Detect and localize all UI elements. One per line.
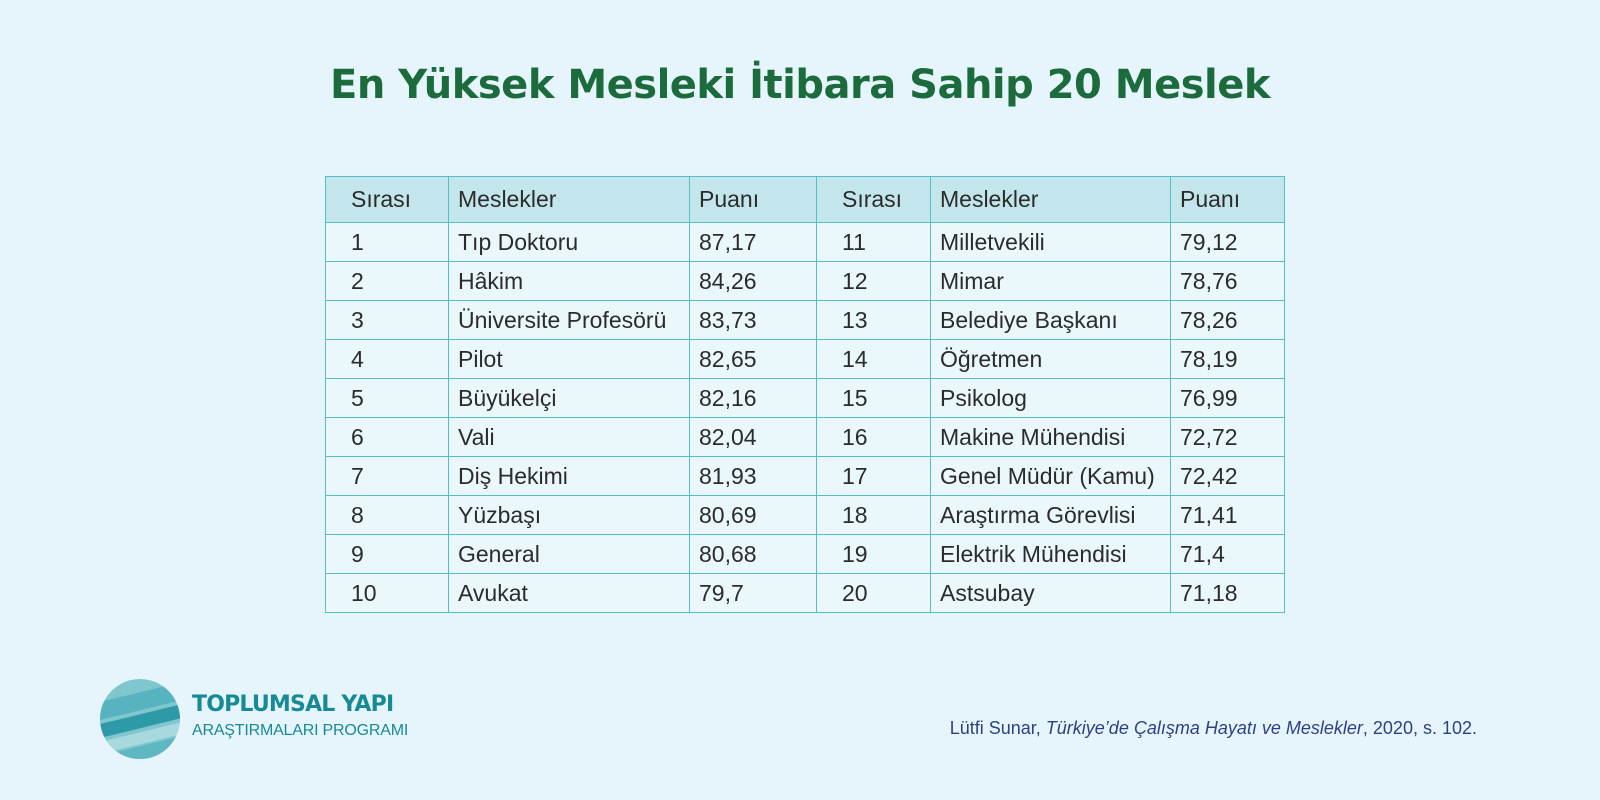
table-row bbox=[326, 496, 1285, 535]
rank-cell: 11 bbox=[817, 223, 931, 262]
score-cell: 87,17 bbox=[690, 223, 817, 262]
citation-author: Lütfi Sunar, bbox=[949, 718, 1046, 738]
rank-cell: 20 bbox=[817, 574, 931, 613]
header-score: Puanı bbox=[1171, 177, 1285, 223]
profession-cell: Yüzbaşı bbox=[449, 496, 690, 535]
profession-cell: Büyükelçi bbox=[449, 379, 690, 418]
score-cell: 82,16 bbox=[690, 379, 817, 418]
header-rank: Sırası bbox=[326, 177, 449, 223]
table-row bbox=[326, 418, 1285, 457]
profession-cell: Öğretmen bbox=[931, 340, 1171, 379]
score-cell: 83,73 bbox=[690, 301, 817, 340]
citation-work-title: Türkiye’de Çalışma Hayatı ve Meslekler bbox=[1045, 718, 1363, 738]
header-rank: Sırası bbox=[817, 177, 931, 223]
score-cell: 76,99 bbox=[1171, 379, 1285, 418]
table-row bbox=[326, 535, 1285, 574]
table-row bbox=[326, 574, 1285, 613]
table-row bbox=[326, 457, 1285, 496]
profession-cell: Tıp Doktoru bbox=[449, 223, 690, 262]
program-logo bbox=[92, 674, 409, 764]
profession-cell: General bbox=[449, 535, 690, 574]
rank-cell: 13 bbox=[817, 301, 931, 340]
rank-cell: 1 bbox=[326, 223, 449, 262]
profession-cell: Milletvekili bbox=[931, 223, 1171, 262]
score-cell: 84,26 bbox=[690, 262, 817, 301]
table-row bbox=[326, 379, 1285, 418]
profession-cell: Üniversite Profesörü bbox=[449, 301, 690, 340]
profession-cell: Hâkim bbox=[449, 262, 690, 301]
rank-cell: 16 bbox=[817, 418, 931, 457]
profession-cell: Mimar bbox=[931, 262, 1171, 301]
profession-cell: Vali bbox=[449, 418, 690, 457]
score-cell: 82,04 bbox=[690, 418, 817, 457]
score-cell: 78,26 bbox=[1171, 301, 1285, 340]
rank-cell: 4 bbox=[326, 340, 449, 379]
table-header-row bbox=[326, 177, 1285, 223]
rank-cell: 19 bbox=[817, 535, 931, 574]
logo-subtitle: ARAŞTIRMALARI PROGRAMI bbox=[192, 722, 409, 739]
rank-cell: 9 bbox=[326, 535, 449, 574]
score-cell: 81,93 bbox=[690, 457, 817, 496]
logo-title: TOPLUMSAL YAPI bbox=[192, 692, 394, 717]
profession-cell: Diş Hekimi bbox=[449, 457, 690, 496]
rank-cell: 14 bbox=[817, 340, 931, 379]
profession-cell: Avukat bbox=[449, 574, 690, 613]
score-cell: 79,7 bbox=[690, 574, 817, 613]
striped-circle-logo-icon bbox=[92, 674, 182, 764]
rank-cell: 17 bbox=[817, 457, 931, 496]
profession-cell: Belediye Başkanı bbox=[931, 301, 1171, 340]
table-row bbox=[326, 340, 1285, 379]
score-cell: 71,4 bbox=[1171, 535, 1285, 574]
score-cell: 72,72 bbox=[1171, 418, 1285, 457]
rank-cell: 18 bbox=[817, 496, 931, 535]
citation-details: , 2020, s. 102. bbox=[1362, 718, 1477, 738]
table-body bbox=[326, 223, 1285, 613]
score-cell: 79,12 bbox=[1171, 223, 1285, 262]
profession-cell: Elektrik Mühendisi bbox=[931, 535, 1171, 574]
score-cell: 82,65 bbox=[690, 340, 817, 379]
header-score: Puanı bbox=[690, 177, 817, 223]
profession-cell: Araştırma Görevlisi bbox=[931, 496, 1171, 535]
profession-cell: Astsubay bbox=[931, 574, 1171, 613]
score-cell: 71,41 bbox=[1171, 496, 1285, 535]
profession-cell: Makine Mühendisi bbox=[931, 418, 1171, 457]
rank-cell: 3 bbox=[326, 301, 449, 340]
rank-cell: 10 bbox=[326, 574, 449, 613]
header-profession: Meslekler bbox=[449, 177, 690, 223]
score-cell: 80,68 bbox=[690, 535, 817, 574]
score-cell: 80,69 bbox=[690, 496, 817, 535]
rank-cell: 15 bbox=[817, 379, 931, 418]
source-citation bbox=[950, 718, 1477, 739]
rank-cell: 7 bbox=[326, 457, 449, 496]
score-cell: 71,18 bbox=[1171, 574, 1285, 613]
rank-cell: 12 bbox=[817, 262, 931, 301]
rank-cell: 2 bbox=[326, 262, 449, 301]
rank-cell: 5 bbox=[326, 379, 449, 418]
score-cell: 78,19 bbox=[1171, 340, 1285, 379]
profession-cell: Genel Müdür (Kamu) bbox=[931, 457, 1171, 496]
score-cell: 78,76 bbox=[1171, 262, 1285, 301]
profession-ranking-table bbox=[325, 176, 1285, 613]
table-row bbox=[326, 223, 1285, 262]
page-title: En Yüksek Mesleki İtibara Sahip 20 Meslek bbox=[330, 62, 1270, 108]
profession-cell: Psikolog bbox=[931, 379, 1171, 418]
table-row bbox=[326, 262, 1285, 301]
score-cell: 72,42 bbox=[1171, 457, 1285, 496]
table-row bbox=[326, 301, 1285, 340]
rank-cell: 6 bbox=[326, 418, 449, 457]
profession-cell: Pilot bbox=[449, 340, 690, 379]
header-profession: Meslekler bbox=[931, 177, 1171, 223]
rank-cell: 8 bbox=[326, 496, 449, 535]
